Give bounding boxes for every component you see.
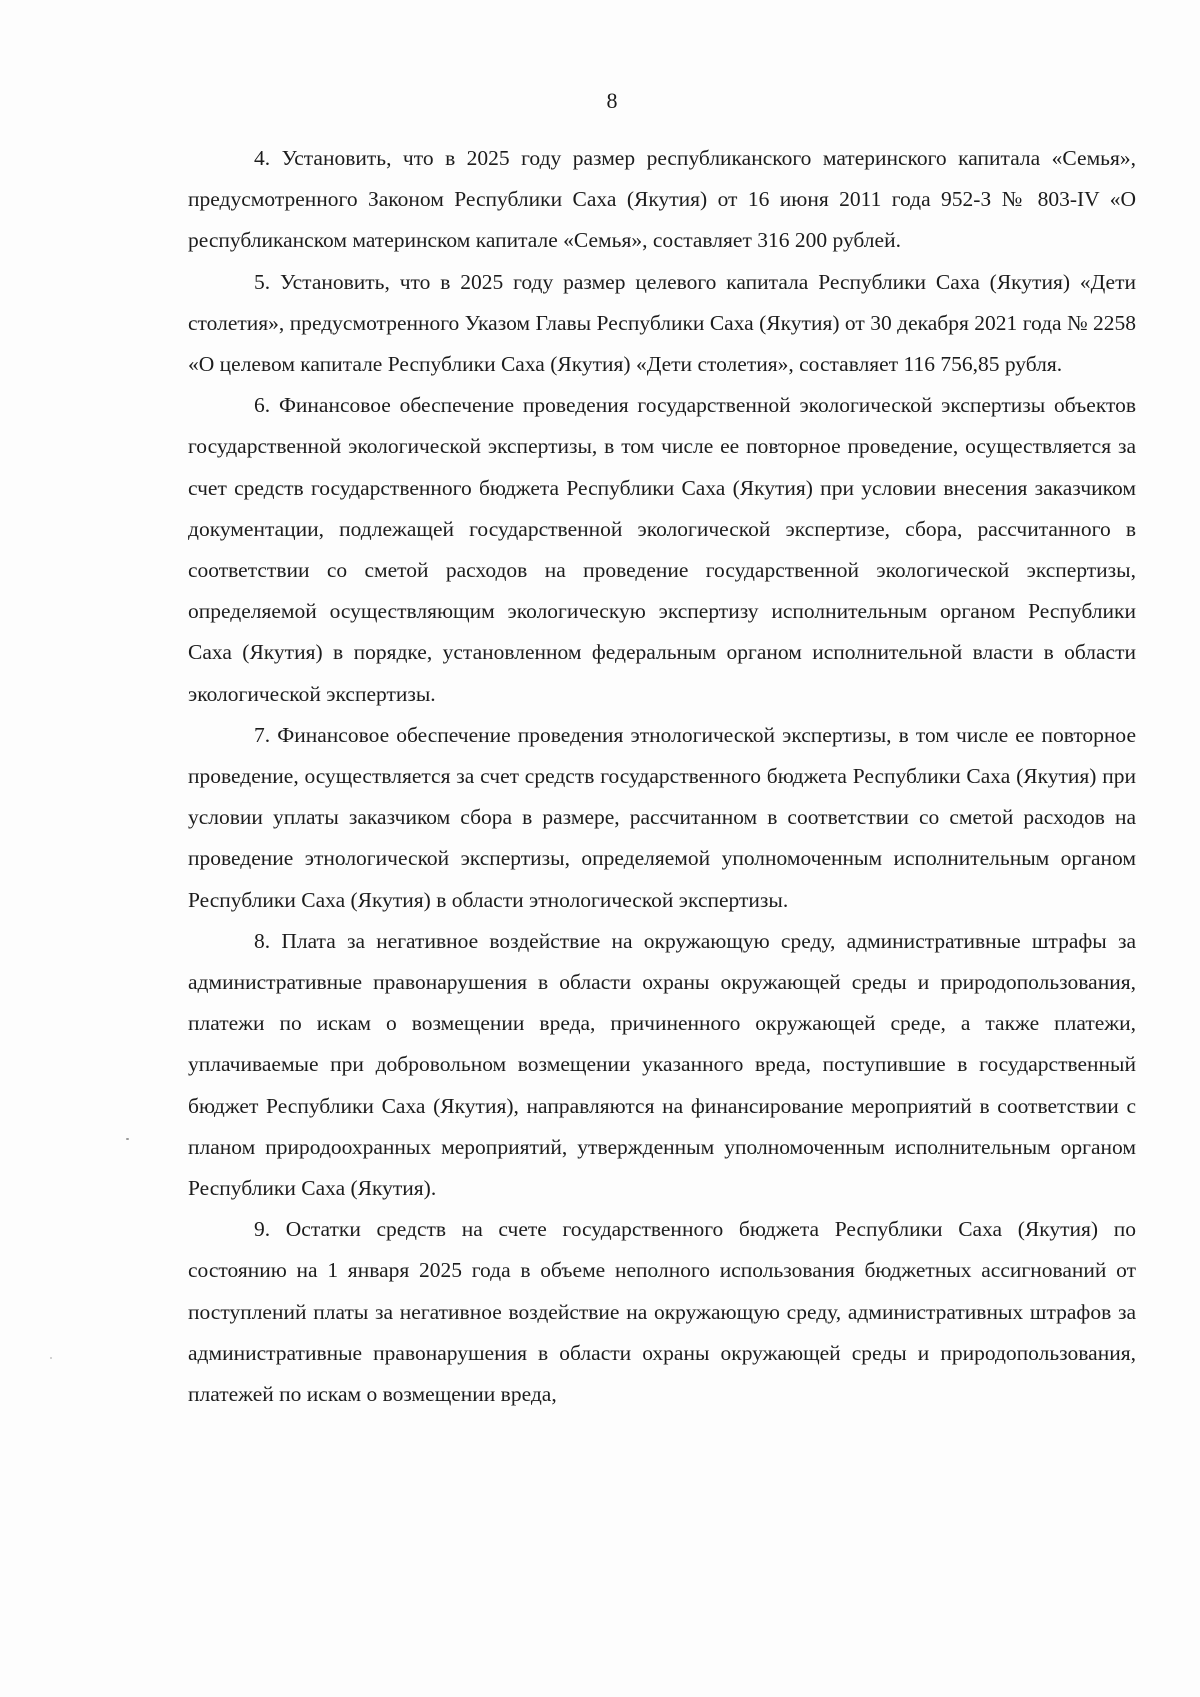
paragraph-item-9: 9. Остатки средств на счете государственного бюджета Республики Саха (Якутия) по состоянию на 1 января 2025 года в объеме неполного использования бюджетных ассигнований от поступлений платы за негативное воздействие на окружающую среду, административных штрафов за административные правонарушения в области охраны окружающей среды и природопользования, платежей по искам о возмещении вреда, [188, 1217, 1136, 1407]
paragraph-item-6: 6. Финансовое обеспечение проведения государственной экологической экспертизы объектов государственной экологической экспертизы, в том числе ее повторное проведение, осуществляется за счет средств государственного бюджета Республики Саха (Якутия) при условии внесения заказчиком документации, подлежащей государственной экологической экспертизе, сбора, рассчитанного в соответствии со сметой расходов на проведение государственной экологической экспертизы, определяемой осуществляющим экологическую экспертизу исполнительным органом Республики Саха (Якутия) в порядке, установленном федеральным органом исполнительной власти в области экологической экспертизы. [188, 393, 1136, 706]
scan-speck [50, 1357, 52, 1359]
paragraph-item-5: 5. Установить, что в 2025 году размер целевого капитала Республики Саха (Якутия) «Дети столетия», предусмотренного Указом Главы Республики Саха (Якутия) от 30 декабря 2021 года № 2258 «О целевом капитале Республики Саха (Якутия) «Дети столетия», составляет 116 756,85 рубля. [188, 269, 1136, 377]
scan-speck [126, 1138, 129, 1140]
page-number: 8 [606, 88, 618, 113]
paragraph-item-7: 7. Финансовое обеспечение проведения этнологической экспертизы, в том числе ее повторное проведение, осуществляется за счет средств государственного бюджета Республики Саха (Якутия) при условии уплаты заказчиком сбора в размере, рассчитанном в соответствии со сметой расходов на проведение этнологической экспертизы, определяемой уполномоченным исполнительным органом Республики Саха (Якутия) в области этнологической экспертизы. [188, 722, 1136, 912]
paragraph-item-4: 4. Установить, что в 2025 году размер республиканского материнского капитала «Семья», предусмотренного Законом Республики Саха (Якутия) от 16 июня 2011 года 952-З № 803-IV «О республиканском материнском капитале «Семья», составляет 316 200 рублей. [188, 146, 1136, 253]
document-body [188, 138, 1136, 1415]
paragraph-item-8: 8. Плата за негативное воздействие на окружающую среду, административные штрафы за административные правонарушения в области охраны окружающей среды и природопользования, платежи по искам о возмещении вреда, причиненного окружающей среде, а также платежи, уплачиваемые при добровольном возмещении указанного вреда, поступившие в государственный бюджет Республики Саха (Якутия), направляются на финансирование мероприятий в соответствии с планом природоохранных мероприятий, утвержденным уполномоченным исполнительным органом Республики Саха (Якутия). [188, 928, 1136, 1201]
